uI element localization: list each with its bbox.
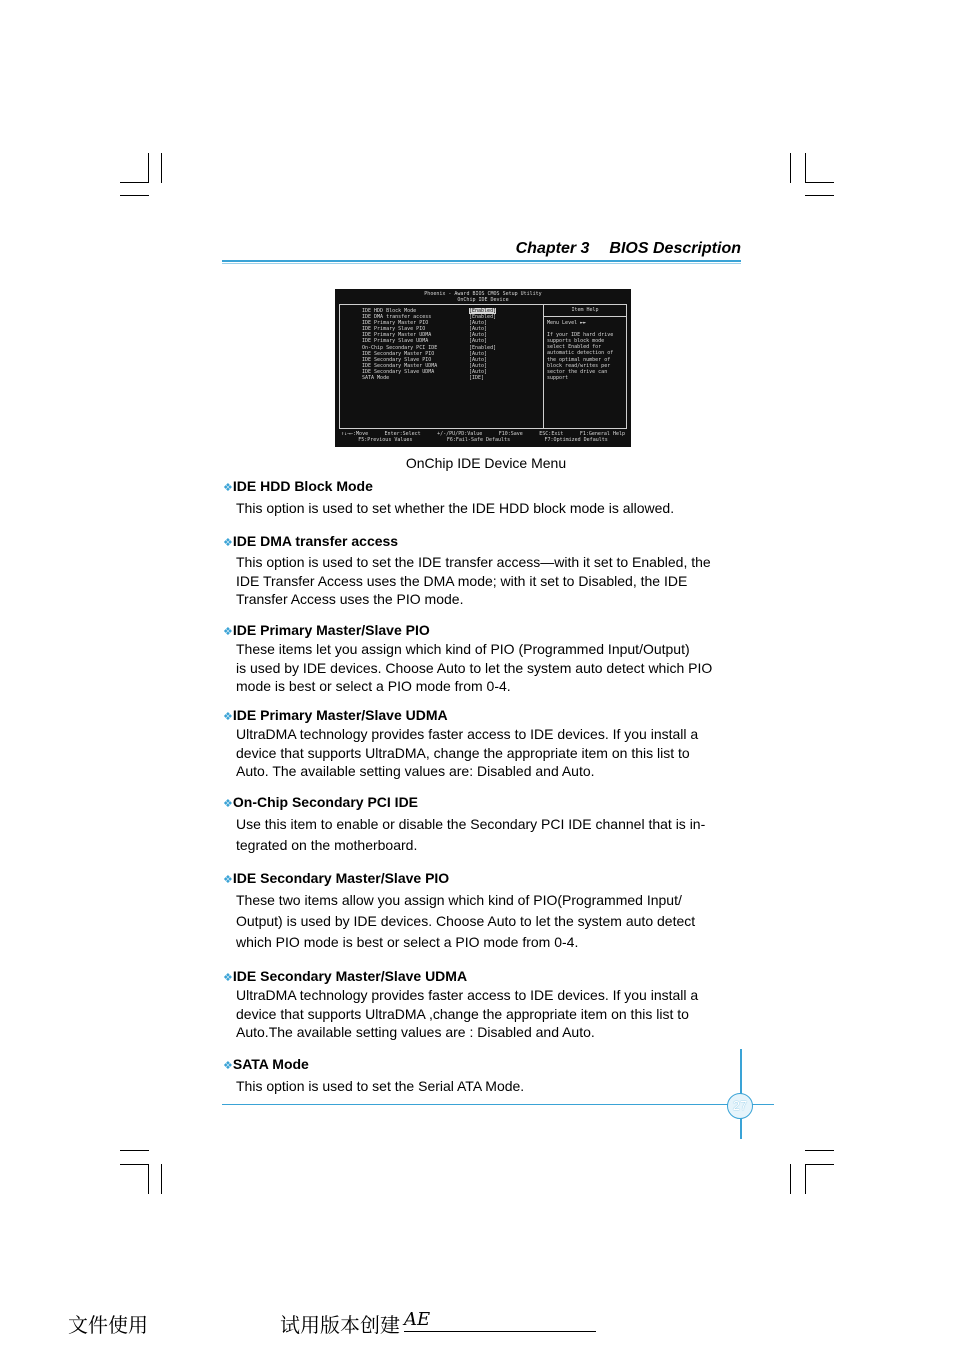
diamond-bullet-icon: ❖ (223, 711, 233, 723)
bios-help-line: support (547, 374, 569, 381)
bios-value[interactable]: [Auto] (469, 362, 488, 369)
bios-item-list (362, 308, 437, 381)
section-title (223, 620, 743, 640)
bios-divider (543, 305, 544, 428)
crop-mark (790, 153, 791, 183)
chapter-label: Chapter 3 (515, 240, 590, 257)
header-rule-thin (222, 263, 741, 264)
diamond-bullet-icon: ❖ (223, 626, 233, 638)
section-onchip-secondary-pci-ide (223, 792, 743, 856)
bios-key-hint: F6:Fail-Safe Defaults (446, 437, 511, 443)
diamond-bullet-icon: ❖ (223, 537, 233, 549)
bios-help-line: If your IDE hard drive (547, 332, 614, 339)
bios-key-hint: ↑↓→←:Move (341, 431, 369, 437)
section-title (223, 705, 743, 725)
section-sata-mode (223, 1054, 743, 1097)
section-title (223, 868, 743, 888)
bios-item[interactable]: IDE Primary Master PIO (362, 320, 429, 327)
crop-mark (148, 153, 149, 183)
section-body (236, 1076, 743, 1097)
bios-value[interactable]: [Auto] (469, 356, 488, 363)
body-line: tegrated on the motherboard. (236, 837, 418, 853)
section-title-text: IDE Secondary Master/Slave PIO (232, 870, 450, 886)
bios-footer-defaults (341, 437, 625, 443)
crop-mark (120, 182, 149, 183)
body-line: Auto. The available setting values are: Disabled and Auto. (236, 763, 595, 780)
bios-help-line: block read/writes per (547, 362, 611, 369)
body-line: Transfer Access uses the PIO mode. (236, 591, 464, 608)
bios-item[interactable]: IDE Secondary Master UDMA (362, 362, 438, 369)
section-ide-primary-pio (223, 620, 743, 696)
section-title-text: On-Chip Secondary PCI IDE (232, 794, 419, 810)
section-body (236, 640, 743, 696)
diamond-bullet-icon: ❖ (223, 482, 233, 494)
diamond-bullet-icon: ❖ (223, 972, 233, 984)
bios-subtitle: OnChip IDE Device (457, 297, 509, 303)
bios-item[interactable]: IDE HDD Block Mode (362, 308, 417, 314)
crop-mark (120, 1164, 149, 1165)
section-ide-secondary-udma (223, 966, 743, 1042)
running-header (516, 240, 741, 258)
section-title (223, 476, 743, 496)
body-line: This option is used to set whether the IDE HDD block mode is allowed. (236, 500, 675, 516)
body-line: These two items allow you assign which kind of PIO(Programmed Input/ (236, 892, 682, 908)
bios-key-hint: F10:Save (498, 431, 523, 437)
section-body (236, 725, 743, 781)
bios-key-hint: F7:Optimized Defaults (544, 437, 608, 443)
diamond-bullet-icon: ❖ (223, 1060, 233, 1072)
body-line: Use this item to enable or disable the Secondary PCI IDE channel that is in- (236, 816, 706, 832)
body-line: These items let you assign which kind of PIO (Programmed Input/Output) (236, 641, 690, 657)
bios-item[interactable]: IDE Primary Master UDMA (362, 332, 432, 339)
crop-mark (805, 1164, 806, 1194)
body-line: is used by IDE devices. Choose Auto to let the system auto detect which PIO (236, 659, 713, 676)
bios-value[interactable]: [Auto] (469, 338, 488, 345)
bios-value[interactable]: [Auto] (469, 332, 488, 339)
crop-mark (805, 1150, 834, 1151)
bios-item-help-header: Item Help (544, 305, 626, 317)
section-ide-hdd-block-mode (223, 476, 743, 519)
bios-value[interactable]: [Enabled] (469, 344, 497, 351)
crop-mark (120, 195, 149, 196)
bios-key-hint: +/-/PU/PD:Value (437, 431, 483, 437)
bios-value-list (469, 308, 496, 381)
crop-mark (161, 1164, 162, 1194)
crop-mark (120, 1150, 149, 1151)
bios-value[interactable]: [Auto] (469, 350, 488, 357)
bios-help-line: automatic detection of (547, 350, 614, 357)
body-line: UltraDMA technology provides faster access to IDE devices. If you install a (236, 987, 699, 1003)
section-title (223, 792, 743, 812)
crop-mark (805, 1164, 834, 1165)
section-title-text: IDE DMA transfer access (232, 533, 399, 549)
section-ide-primary-udma (223, 705, 743, 781)
body-line: This option is used to set the IDE transfer access—with it set to Enabled, the (236, 554, 711, 570)
crop-mark (790, 1164, 791, 1194)
page-number: 27 (727, 1093, 753, 1119)
watermark-left: 文件使用 (68, 1313, 148, 1337)
bios-screenshot (335, 289, 631, 447)
bios-help-line: the optimal number of (547, 356, 611, 363)
body-line: Output) is used by IDE devices. Choose Auto to let the system auto detect (236, 913, 696, 929)
crop-mark (805, 153, 806, 183)
section-title (223, 1054, 743, 1074)
section-title (223, 531, 743, 551)
crop-mark (161, 153, 162, 183)
bios-value[interactable]: [Auto] (469, 368, 488, 375)
bios-item[interactable]: IDE DMA transfer access (362, 314, 432, 321)
bios-title: Phoenix - Award BIOS CMOS Setup Utility (424, 291, 542, 297)
section-body (236, 814, 743, 856)
section-title (223, 966, 743, 986)
watermark-underline (404, 1331, 596, 1332)
bios-item[interactable]: On-Chip Secondary PCI IDE (362, 344, 438, 351)
bios-help-line: Menu Level ►► (547, 320, 587, 326)
bios-item[interactable]: SATA Mode (362, 375, 390, 382)
section-title-text: IDE Secondary Master/Slave UDMA (232, 968, 468, 984)
section-title-text: IDE Primary Master/Slave PIO (232, 622, 430, 638)
bios-value-selected[interactable]: [Enabled] (469, 308, 497, 314)
diamond-bullet-icon: ❖ (223, 874, 233, 886)
section-title-text: IDE HDD Block Mode (232, 478, 373, 494)
header-rule (222, 260, 741, 262)
crop-mark (148, 1164, 149, 1194)
bios-item[interactable]: IDE Primary Slave UDMA (362, 338, 429, 345)
crop-mark (805, 195, 834, 196)
body-line: which PIO mode is best or select a PIO mode from 0-4. (236, 934, 579, 950)
bios-item[interactable]: IDE Secondary Slave UDMA (362, 368, 435, 375)
bios-key-hint: F1:General Help (579, 431, 625, 437)
body-line: device that supports UltraDMA, change the appropriate item on this list to (236, 744, 690, 761)
section-body (236, 553, 743, 609)
bios-help-line: select Enabled for (547, 344, 602, 351)
bios-value[interactable]: [Auto] (469, 326, 488, 333)
body-line: mode is best or select a PIO mode from 0-4. (236, 678, 511, 695)
section-body (236, 986, 743, 1042)
section-title-text: SATA Mode (232, 1056, 309, 1072)
bios-item[interactable]: IDE Secondary Slave PIO (362, 356, 432, 363)
section-ide-secondary-pio (223, 868, 743, 953)
crop-mark (805, 182, 834, 183)
body-line: IDE Transfer Access uses the DMA mode; with it set to Disabled, the IDE (236, 572, 688, 589)
figure-caption: OnChip IDE Device Menu (405, 455, 567, 471)
section-ide-dma-transfer-access (223, 531, 743, 609)
bios-help-line: supports block mode (547, 338, 605, 345)
body-line: UltraDMA technology provides faster access to IDE devices. If you install a (236, 726, 699, 742)
section-title-text: IDE Primary Master/Slave UDMA (232, 707, 448, 723)
bios-key-hint: Enter:Select (384, 431, 421, 437)
bios-help-line: sector the drive can (547, 368, 608, 375)
bios-value[interactable]: [Auto] (469, 320, 488, 327)
body-line: device that supports UltraDMA ,change the appropriate item on this list to (236, 1005, 689, 1022)
bios-value[interactable]: [IDE] (469, 375, 485, 382)
bios-key-hint: ESC:Exit (539, 431, 564, 437)
bios-item[interactable]: IDE Secondary Master PIO (362, 350, 435, 357)
watermark-right: 试用版本创建 (280, 1313, 400, 1337)
bios-key-hint: F5:Previous Values (358, 437, 413, 443)
diamond-bullet-icon: ❖ (223, 798, 233, 810)
bios-item[interactable]: IDE Primary Slave PIO (362, 326, 426, 333)
watermark-tag: AE (404, 1309, 431, 1330)
chapter-title: BIOS Description (609, 240, 741, 257)
bios-help-text (547, 320, 621, 381)
section-body (236, 498, 743, 519)
section-body (236, 890, 743, 953)
body-line: Auto.The available setting values are : Disabled and Auto. (236, 1024, 595, 1041)
body-line: This option is used to set the Serial ATA Mode. (236, 1078, 525, 1094)
bios-value[interactable]: [Enabled] (469, 314, 497, 321)
footer-rule (222, 1104, 774, 1105)
